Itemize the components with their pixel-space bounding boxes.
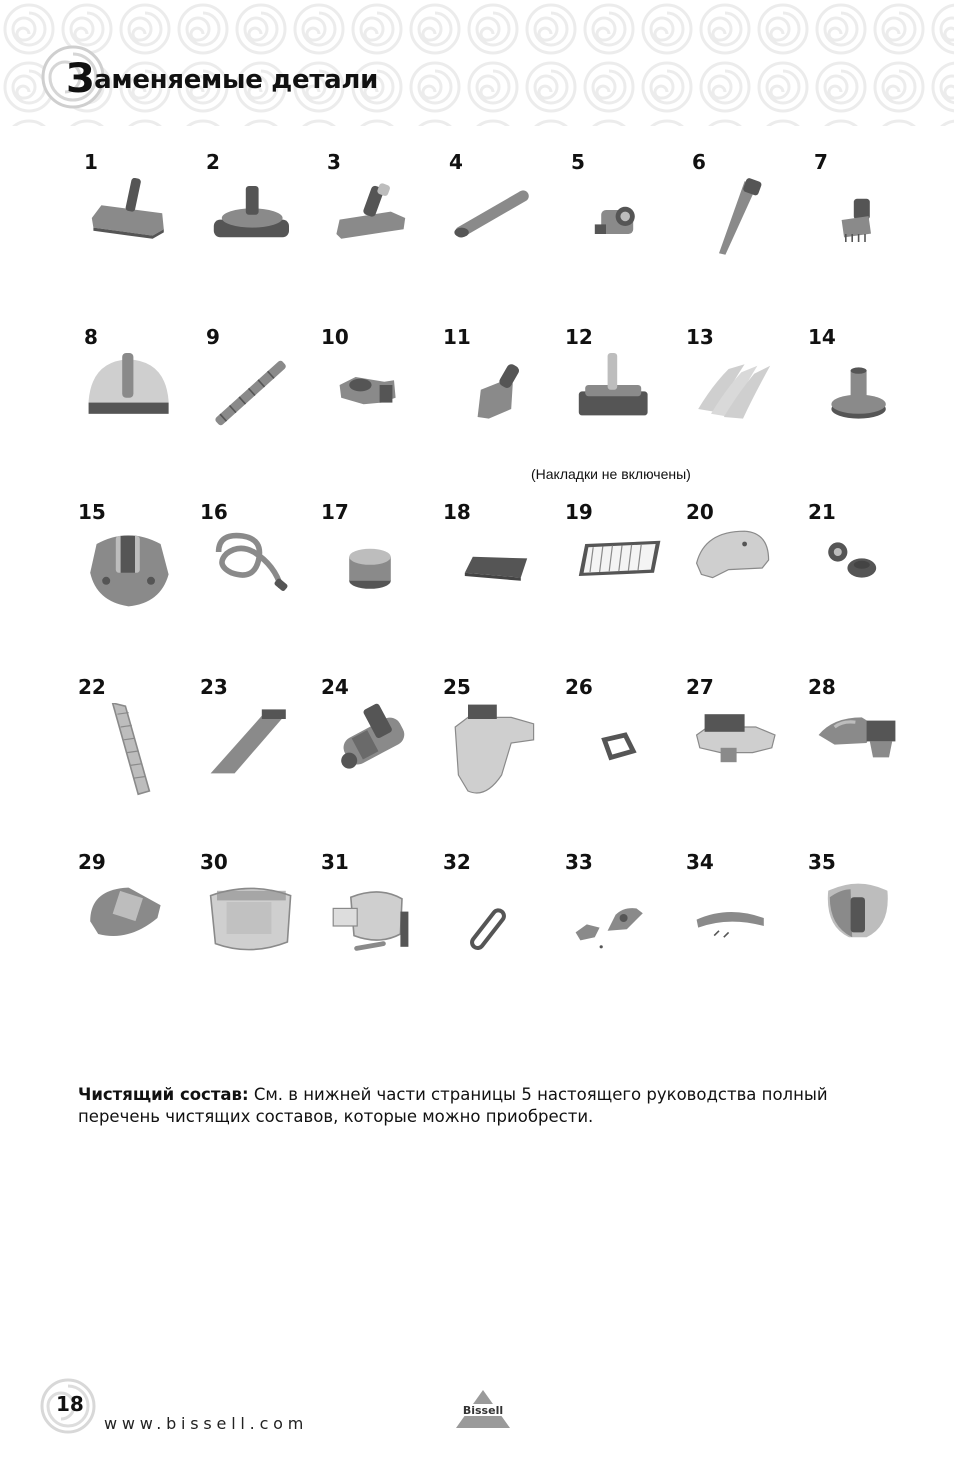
tank-kit-icon [321, 878, 427, 974]
tray-lid-icon [78, 878, 184, 974]
seal-ring-icon [443, 878, 549, 974]
part-item-12 [565, 325, 683, 485]
part-number: 26 [565, 675, 593, 699]
part-number: 10 [321, 325, 349, 349]
part-item-32 [443, 850, 561, 1010]
dusting-brush-icon [808, 178, 914, 274]
plate-icon [200, 703, 306, 799]
website-url: www.bissell.com [104, 1414, 309, 1433]
part-number: 22 [78, 675, 106, 699]
part-number: 3 [327, 150, 341, 174]
extension-wand-icon [443, 178, 549, 274]
part-number: 16 [200, 500, 228, 524]
turbo-brush-icon [200, 178, 306, 274]
part-number: 4 [449, 150, 463, 174]
part-item-8 [78, 325, 196, 485]
part-item-2 [200, 150, 318, 310]
part-number: 28 [808, 675, 836, 699]
pads-note: (Накладки не включены) [531, 466, 691, 482]
part-number: 32 [443, 850, 471, 874]
cleaning-label: Чистящий состав: [78, 1085, 249, 1104]
cover-dome-icon [808, 878, 914, 974]
gasket-icon [565, 703, 671, 799]
part-number: 9 [206, 325, 220, 349]
part-item-1 [78, 150, 196, 310]
part-item-5 [565, 150, 683, 310]
part-item-14 [808, 325, 926, 485]
part-item-24 [321, 675, 439, 835]
part-item-27 [686, 675, 804, 835]
part-number: 33 [565, 850, 593, 874]
part-number: 8 [84, 325, 98, 349]
part-item-26 [565, 675, 683, 835]
part-item-17 [321, 500, 439, 660]
part-item-6 [686, 150, 804, 310]
solution-bottle-icon [321, 703, 427, 799]
filter-housing-icon [686, 703, 792, 799]
cleaning-text: См. в нижней части страницы 5 настоящего руководства полный перечень чистящих составов, которые можно приобрести. [78, 1085, 828, 1126]
part-number: 29 [78, 850, 106, 874]
part-number: 24 [321, 675, 349, 699]
tool-caddy-icon [78, 528, 184, 624]
part-item-3 [321, 150, 439, 310]
part-number: 30 [200, 850, 228, 874]
part-number: 6 [692, 150, 706, 174]
water-tank-icon [443, 703, 549, 799]
stain-tool-icon [443, 353, 549, 449]
page-number: 18 [56, 1392, 84, 1416]
part-item-4 [443, 150, 561, 310]
part-item-20 [686, 500, 804, 660]
part-item-16 [200, 500, 318, 660]
part-number: 18 [443, 500, 471, 524]
part-item-33 [565, 850, 683, 1010]
cleaning-solution-paragraph [78, 1084, 898, 1128]
part-number: 27 [686, 675, 714, 699]
part-item-11 [443, 325, 561, 485]
part-number: 5 [571, 150, 585, 174]
part-number: 21 [808, 500, 836, 524]
pads-icon [686, 353, 792, 449]
adapter-icon [808, 353, 914, 449]
part-item-7 [808, 150, 926, 310]
part-number: 12 [565, 325, 593, 349]
filter-cover-icon [686, 528, 792, 624]
part-number: 14 [808, 325, 836, 349]
part-item-23 [200, 675, 318, 835]
tool-clip-icon [565, 178, 671, 274]
dirt-tank-icon [200, 878, 306, 974]
part-number: 7 [814, 150, 828, 174]
part-item-28 [808, 675, 926, 835]
part-number: 1 [84, 150, 98, 174]
part-item-19 [565, 500, 683, 660]
upholstery-tool-icon [321, 178, 427, 274]
part-number: 13 [686, 325, 714, 349]
part-number: 23 [200, 675, 228, 699]
part-item-9 [200, 325, 318, 485]
latch-kit-icon [565, 878, 671, 974]
carry-handle-icon [686, 878, 792, 974]
part-item-21 [808, 500, 926, 660]
part-number: 20 [686, 500, 714, 524]
crevice-tool-icon [686, 178, 792, 274]
wash-floor-tool-icon [78, 353, 184, 449]
part-number: 15 [78, 500, 106, 524]
title-first-letter: З [66, 56, 95, 102]
cap-icon [321, 528, 427, 624]
bissell-logo-icon [448, 1388, 518, 1432]
title-rest: аменяемые детали [94, 65, 379, 95]
part-item-30 [200, 850, 318, 1010]
part-item-15 [78, 500, 196, 660]
part-number: 11 [443, 325, 471, 349]
part-number: 2 [206, 150, 220, 174]
part-number: 17 [321, 500, 349, 524]
part-number: 34 [686, 850, 714, 874]
logo-text: Bissell [462, 1404, 504, 1417]
part-item-25 [443, 675, 561, 835]
part-number: 35 [808, 850, 836, 874]
part-item-34 [686, 850, 804, 1010]
page-title [66, 56, 378, 102]
squeegee-strip-icon [200, 353, 306, 449]
foam-filter-icon [443, 528, 549, 624]
filter-grille-icon [78, 703, 184, 799]
hard-floor-tool-icon [565, 353, 671, 449]
part-item-10 [321, 325, 439, 485]
part-item-29 [78, 850, 196, 1010]
part-number: 25 [443, 675, 471, 699]
hose-icon [200, 528, 306, 624]
floor-nozzle-icon [78, 178, 184, 274]
part-number: 31 [321, 850, 349, 874]
part-item-18 [443, 500, 561, 660]
filter-assembly-icon [808, 703, 914, 799]
part-item-35 [808, 850, 926, 1010]
rubber-rings-icon [808, 528, 914, 624]
hepa-filter-icon [565, 528, 671, 624]
part-item-13 [686, 325, 804, 485]
part-item-31 [321, 850, 439, 1010]
part-item-22 [78, 675, 196, 835]
hose-clip-icon [321, 353, 427, 449]
part-number: 19 [565, 500, 593, 524]
